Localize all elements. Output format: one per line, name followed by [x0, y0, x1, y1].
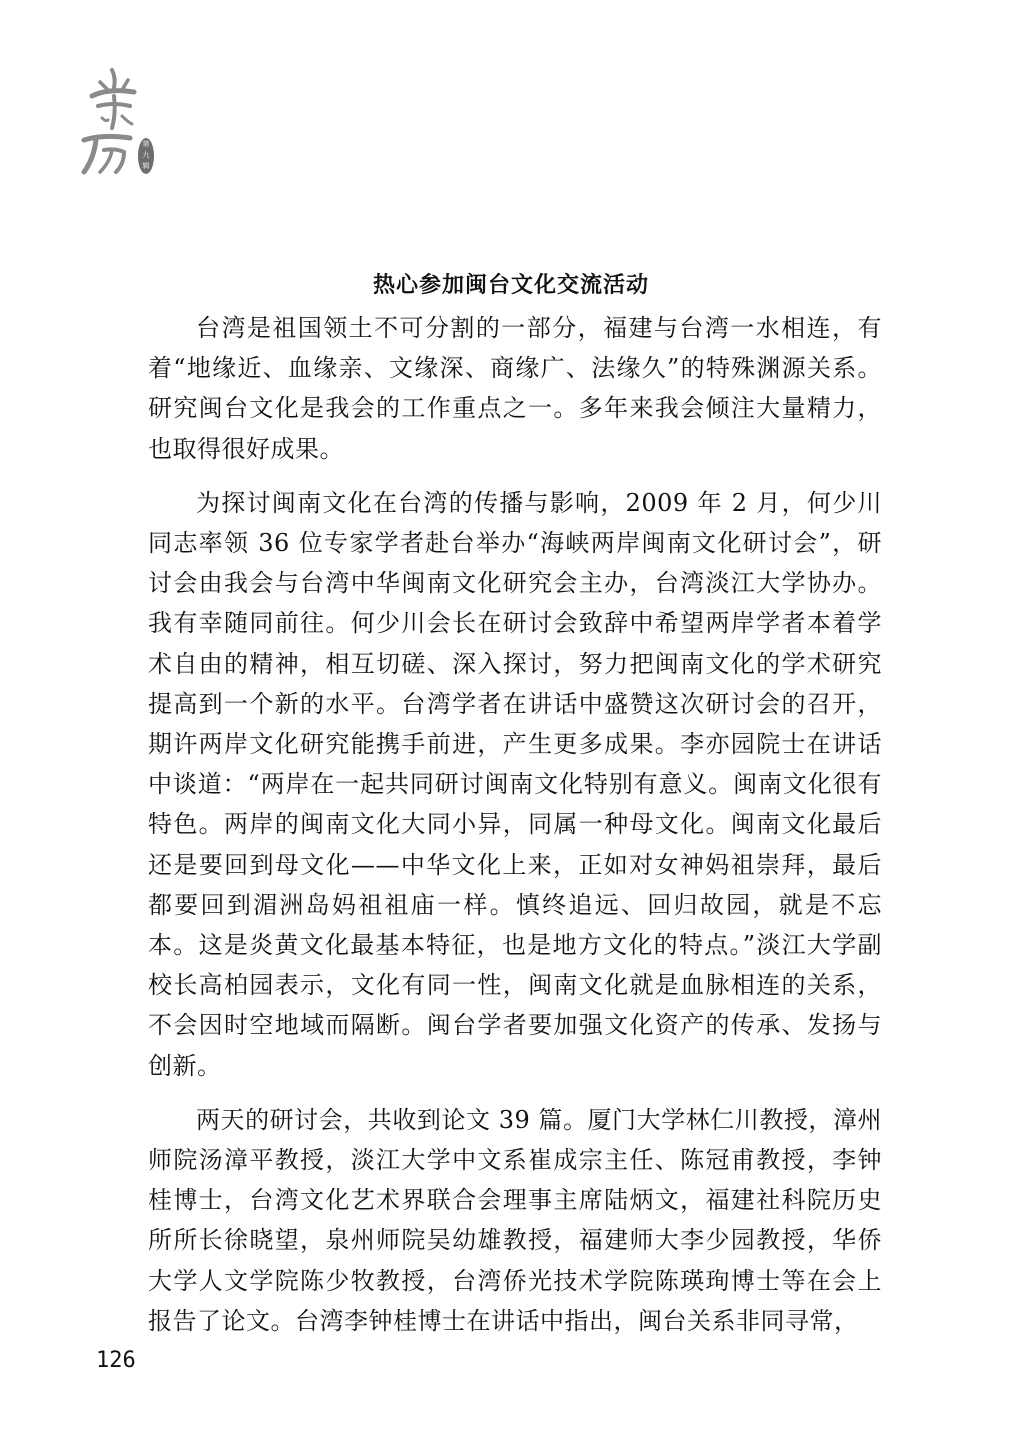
paragraph: 为探讨闽南文化在台湾的传播与影响，2009 年 2 月，何少川同志率领 36 位专家学者赴台举办“海峡两岸闽南文化研讨会”，研讨会由我会与台湾中华闽南文化研究会主办，台湾淡江大学协办。我有幸随同前往。何少川会长在研讨会致辞中希望两岸学者本着学术自由的精神，相互切磋、深入探讨，努力把闽南文化的学术研究提高到一个新的水平。台湾学者在讲话中盛赞这次研讨会的召开，期许两岸文化研究能携手前进，产生更多成果。李亦园院士在讲话中谈道：“两岸在一起共同研讨闽南文化特别有意义。闽南文化很有特色。两岸的闽南文化大同小异，同属一种母文化。闽南文化最后还是要回到母文化——中华文化上来，正如对女神妈祖崇拜，最后都要回到湄洲岛妈祖祖庙一样。慎终追远、回归故园，就是不忘本。这是炎黄文化最基本特征，也是地方文化的特点。”淡江大学副校长高柏园表示，文化有同一性，闽南文化就是血脉相连的关系，不会因时空地域而隔断。闽台学者要加强文化资产的传承、发扬与创新。 — [148, 488, 882, 1080]
article-title: 热心参加闽台文化交流活动 — [372, 273, 649, 298]
qinli-calligraphy-logo-icon — [78, 58, 158, 178]
svg-text:第: 第 — [142, 140, 150, 148]
paragraph: 两天的研讨会，共收到论文 39 篇。厦门大学林仁川教授，漳州师院汤漳平教授，淡江大学中文系崔成宗主任、陈冠甫教授，李钟桂博士，台湾文化艺术界联合会理事主席陆炳文，福建社科院历史所所长徐晓望，泉州师院吴幼雄教授，福建师大李少园教授，华侨大学人文学院陈少牧教授，台湾侨光技术学院陈瑛珣博士等在会上报告了论文。台湾李钟桂博士在讲话中指出，闽台关系非同寻常， — [148, 1105, 882, 1335]
paragraph: 台湾是祖国领土不可分割的一部分，福建与台湾一水相连，有着“地缘近、血缘亲、文缘深、商缘广、法缘久”的特殊渊源关系。研究闽台文化是我会的工作重点之一。多年来我会倾注大量精力，也取得很好成果。 — [148, 314, 882, 463]
header-logo — [78, 58, 158, 178]
svg-text:九: 九 — [142, 151, 150, 159]
article-body — [148, 308, 882, 1341]
svg-text:辑: 辑 — [142, 162, 150, 170]
page-number: 126 — [96, 1348, 136, 1373]
